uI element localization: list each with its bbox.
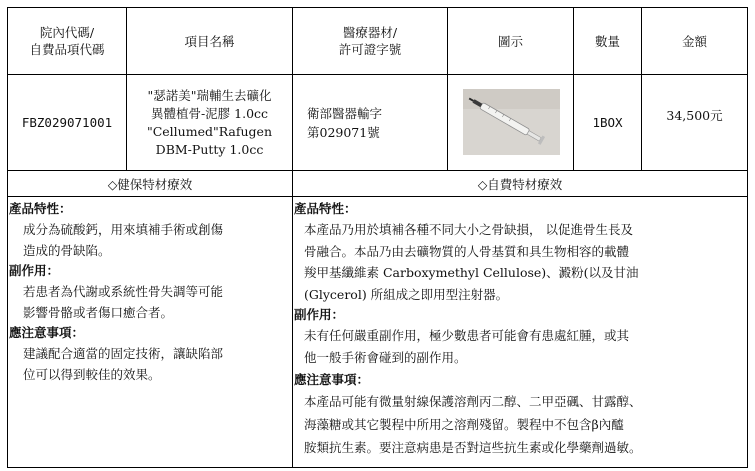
- left-section-body: [9, 199, 292, 385]
- header-name: [127, 8, 292, 74]
- right-feature-head: 產品特性：: [294, 201, 357, 216]
- header-name-label: 項目名稱: [184, 33, 235, 49]
- item-license: [293, 75, 447, 170]
- header-code-line2: 自費品項代碼: [29, 42, 105, 57]
- header-license: [293, 8, 447, 74]
- item-name-line4: DBM-Putty 1.0cc: [155, 141, 264, 157]
- header-image-label: 圖示: [497, 33, 523, 49]
- right-side-head: 副作用：: [294, 307, 345, 322]
- item-license-line2: 第029071號: [307, 124, 380, 140]
- right-section-body: [294, 199, 747, 459]
- right-note-line2: 海藻糖或其它製程中所用之溶劑殘留。製程中不包含β內醯: [304, 417, 624, 432]
- border-row-bottom: [7, 170, 748, 171]
- left-feature-line1: 成分為硫酸鈣，用來填補手術或創傷: [23, 222, 224, 237]
- left-feature-line2: 造成的骨缺陷。: [23, 243, 111, 258]
- left-side-line1: 若患者為代謝或系統性骨失調等可能: [23, 284, 224, 299]
- right-feature-line3: 羧甲基纖維素 Carboxymethyl Cellulose)、澱粉(以及甘油: [304, 265, 639, 280]
- header-code: [8, 8, 126, 74]
- item-qty: [574, 75, 641, 170]
- left-note-line2: 位可以得到較佳的效果。: [23, 367, 161, 382]
- right-side-line2: 他一般手術會碰到的副作用。: [304, 349, 467, 365]
- border-right: [747, 7, 748, 468]
- syringe-icon: [463, 89, 560, 155]
- right-note-line3: 胺類抗生素。要注意病患是否對這些抗生素或化學藥劑過敏。: [304, 440, 642, 455]
- item-name: [127, 75, 292, 170]
- left-note-head: 應注意事項：: [9, 325, 85, 340]
- item-amount: [642, 75, 747, 155]
- item-license-line1: 衛部醫器輸字: [307, 105, 383, 121]
- header-qty: [574, 8, 641, 74]
- border-section-title-bottom: [7, 196, 748, 197]
- right-section-title: ◇自費特材療效: [477, 177, 563, 192]
- right-side-line1: 未有任何嚴重副作用，極少數患者可能會有患處紅腫，或其: [304, 328, 630, 343]
- item-name-line2: 異體植骨-泥膠 1.0cc: [150, 105, 269, 121]
- product-image: [463, 89, 560, 155]
- right-note-line1: 本產品可能有微量射線保護溶劑丙二醇、二甲亞碸、甘露醇、: [304, 394, 642, 409]
- right-note-head: 應注意事項：: [294, 372, 370, 387]
- item-name-line1: "瑟諾美"瑞輔生去礦化: [147, 87, 272, 103]
- header-image: [448, 8, 573, 74]
- border-bottom: [7, 467, 748, 468]
- left-side-line2: 影響骨骼或者傷口癒合者。: [23, 305, 174, 320]
- right-feature-line1: 本產品乃用於填補各種不同大小之骨缺損， 以促進骨生長及: [304, 222, 633, 237]
- item-amount-value: 34,500元: [666, 107, 723, 123]
- header-qty-label: 數量: [594, 33, 620, 49]
- header-license-line2: 許可證字號: [338, 42, 402, 57]
- right-feature-line4: (Glycerol) 所組成之即用型注射器。: [304, 286, 509, 302]
- left-note-line1: 建議配合適當的固定技術，讓缺陷部: [23, 346, 224, 361]
- left-side-head: 副作用：: [9, 263, 60, 278]
- item-code-value: FBZ029071001: [21, 115, 113, 130]
- header-amount-label: 金額: [681, 33, 707, 49]
- right-feature-line2: 骨融合。本品乃由去礦物質的人骨基質和具生物相容的載體: [304, 243, 630, 259]
- item-code: [8, 75, 126, 170]
- header-amount: [642, 8, 747, 74]
- header-code-line1: 院內代碼/: [39, 25, 95, 40]
- header-license-line1: 醫療器材/: [342, 25, 398, 40]
- item-name-line3: "Cellumed"Rafugen: [146, 123, 273, 139]
- left-feature-head: 產品特性：: [9, 201, 72, 216]
- left-section-title: ◇健保特材療效: [107, 177, 193, 192]
- item-qty-value: 1BOX: [592, 115, 623, 130]
